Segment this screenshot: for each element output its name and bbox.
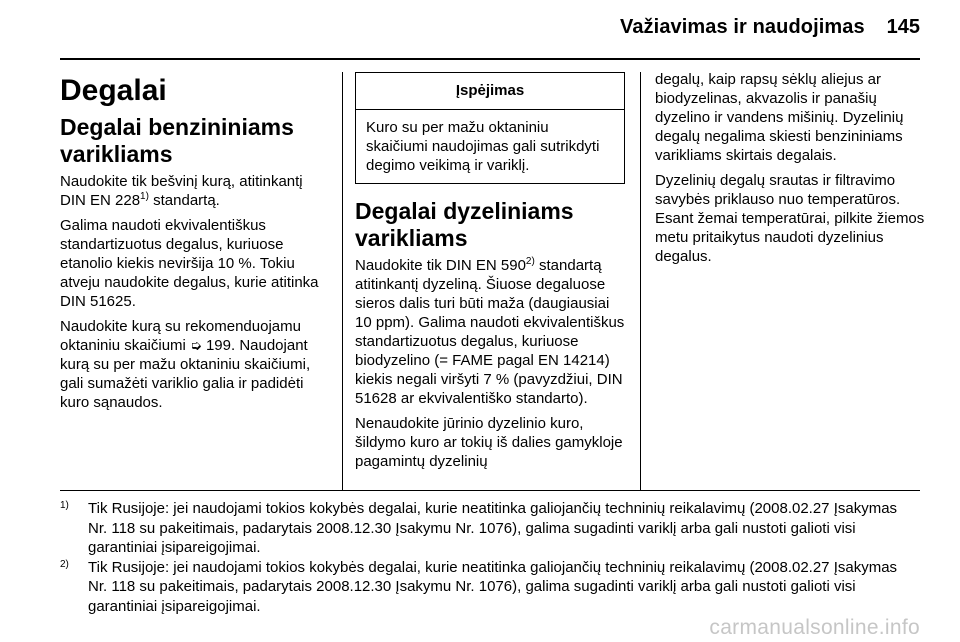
paragraph-text: standartą atitinkantį dyzeliną. Šiuose degaluose sieros dalis turi būti maža (daugiausiai 10 ppm). Galima naudoti ekvivalentiškus standartizuotus degalus, kuriuose biodyzelino (= FAME pagal EN 14214) kiekis negali viršyti 7 % (pavyzdžiui, DIN 51628 ar ekvivalentiško standarto). [355,257,625,407]
footnote-mark: 1) [60,500,69,511]
paragraph-text: Naudokite kurą su rekomenduojamu oktaniniu skaičiumi [60,318,301,354]
subsection-title-petrol: Degalai benzininiams varikliams [60,114,294,167]
section-title: Degalai [60,74,167,107]
footnote-divider [60,490,920,491]
footnote-ref-1[interactable]: 1) [140,191,149,202]
header-divider [60,58,920,60]
page-header-title: Važiavimas ir naudojimas [620,16,865,38]
paragraph-text: standartą. [148,192,220,209]
paragraph-text: 199. Naudojant kurą su per mažu oktaniniu skaičiumi, gali sumažėti variklio galia ir padidėti kuro sąnaudos. [60,337,311,411]
warning-box [355,72,625,184]
column-2 [355,70,625,477]
paragraph-petrol-standard [60,172,330,210]
paragraph-diesel-continued: degalų, kaip rapsų sėklų aliejus ar biodyzelinas, akvazolis ir panašių dyzelino ir vandens mišinių. Dyzelinių degalų negalima skiesti benzininiams varikliams skirtais degalais. [655,71,904,164]
footnote-text: Tik Rusijoje: jei naudojami tokios kokybės degalai, kurie neatitinka galiojančių techninių reikalavimų (2008.02.27 Įsakymas Nr. 118 su pakeitimais, padarytais 2008.12.30 Įsakymu Nr. 1076), galima sugadinti variklį arba gali nustoti galioti visi garantiniai įsipareigojimai. [88,558,898,615]
subsection-title-diesel: Degalai dyzeliniams varikliams [355,198,574,251]
paragraph-text: Naudokite tik DIN EN 590 [355,257,526,274]
footnote-mark: 2) [60,558,69,570]
page-number: 145 [886,16,920,38]
footnotes [60,499,920,616]
column-3 [655,70,930,272]
footnote-text: Tik Rusijoje: jei naudojami tokios kokybės degalai, kurie neatitinka galiojančių techninių reikalavimų (2008.02.27 Įsakymas Nr. 118 su pakeitimais, padarytais 2008.12.30 Įsakymu Nr. 1076), galima sugadinti variklį arba gali nustoti galioti visi garantiniai įsipareigojimai. [88,500,898,556]
paragraph-diesel-temperature: Dyzelinių degalų srautas ir filtravimo savybės priklauso nuo temperatūros. Esant žemai temperatūrai, pilkite žiemos metu pritaikytus naudoti dyzelinius degalus. [655,172,925,265]
warning-title: Įspėjimas [356,73,624,110]
paragraph-ethanol: Galima naudoti ekvivalentiškus standartizuotus degalus, kuriuose etanolio kiekis neviršija 10 %. Tokiu atveju naudokite degalus, kurie atitinka DIN 51625. [60,217,319,310]
footnote-2 [60,558,920,617]
column-divider-1 [342,72,343,490]
paragraph-text: Naudokite tik bešvinį kurą, atitinkantį DIN EN 228 [60,173,303,209]
paragraph-diesel-warning: Nenaudokite jūrinio dyzelinio kuro, šildymo kuro ar tokių iš dalies gamykloje pagamintų dyzelinių [355,415,623,470]
page-reference-arrow-icon[interactable]: ➭ [190,337,202,353]
warning-text: Kuro su per mažu oktaniniu skaičiumi naudojimas gali sutrikdyti degimo veikimą ir variklį. [366,119,600,174]
footnote-1 [60,499,920,558]
column-1 [60,70,330,418]
paragraph-diesel-standard [355,256,625,408]
column-divider-2 [640,72,641,490]
footnote-ref-2[interactable]: 2) [525,256,535,267]
watermark: carmanualsonline.info [709,616,920,639]
paragraph-octane [60,317,330,412]
